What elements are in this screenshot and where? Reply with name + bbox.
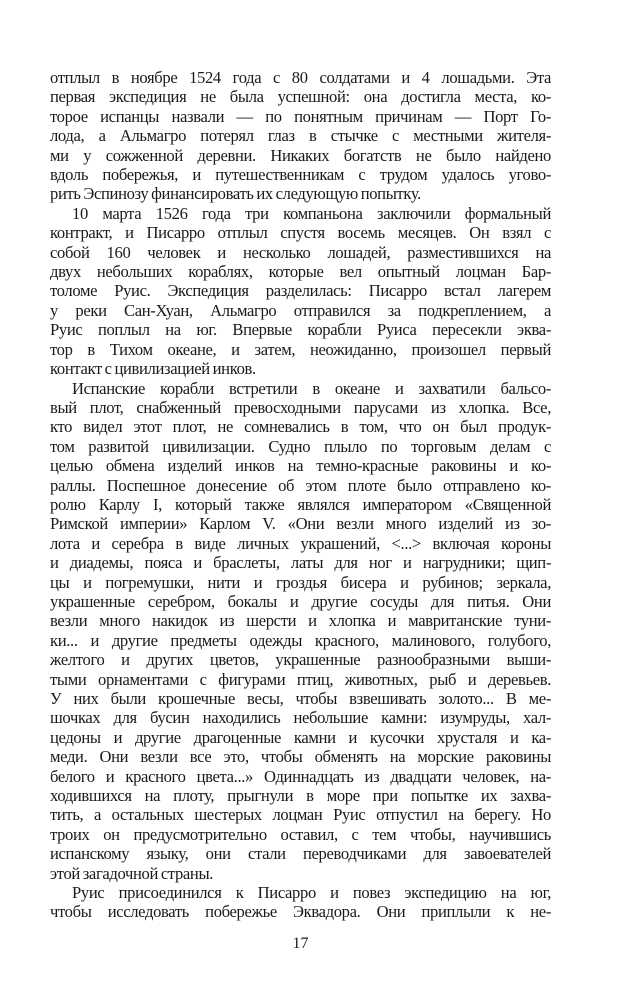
paragraph xyxy=(50,379,551,884)
page-number: 17 xyxy=(292,934,309,952)
text-line: вдоль побережья, и путешественникам с трудом удалось угово- xyxy=(50,165,551,185)
text-line: лода, а Альмагро потерял глаз в стычке с местными жителя- xyxy=(50,126,551,146)
text-line: тор в Тихом океане, и затем, неожиданно, произошел первый xyxy=(50,339,551,359)
text-line: цедоны и другие драгоценные камни и кусочки хрусталя и ка- xyxy=(50,727,551,747)
text-line: шочках для бусин находились небольшие камни: изумруды, хал- xyxy=(50,708,551,728)
text-line: целью обмена изделий инков на темно-красные раковины и ко- xyxy=(50,456,551,476)
text-line: 10 марта 1526 года три компаньона заключили формальный xyxy=(72,203,551,223)
text-line: контакт с цивилизацией инков. xyxy=(50,359,256,379)
text-line: Руис присоединился к Писарро и повез экспедицию на юг, xyxy=(72,883,551,903)
text-line: толоме Руис. Экспедиция разделилась: Писарро встал лагерем xyxy=(50,281,551,301)
text-line: желтого и других цветов, украшенные разнообразными выши- xyxy=(50,650,551,670)
text-line: ми у сожженной деревни. Никаких богатств не было найдено xyxy=(50,145,551,165)
text-line: тить, а остальных шестерых лоцман Руис отпустил на берегу. Но xyxy=(50,805,551,825)
text-line: везли много накидок из шерсти и хлопка и мавританские туни- xyxy=(50,611,551,631)
text-line: у реки Сан-Хуан, Альмагро отправился за подкреплением, а xyxy=(50,300,551,320)
paragraph xyxy=(50,883,551,922)
text-line: испанскому языку, они стали переводчиками для завоевателей xyxy=(50,844,551,864)
text-line: чтобы исследовать побережье Эквадора. Они приплыли к не- xyxy=(50,902,551,922)
paragraph xyxy=(50,204,551,379)
text-line: тыми орнаментами с фигурами птиц, животных, рыб и деревьев. xyxy=(50,669,551,689)
text-line: отплыл в ноябре 1524 года с 80 солдатами и 4 лошадьми. Эта xyxy=(50,68,551,87)
text-line: вый плот, снабженный превосходными парусами из хлопка. Все, xyxy=(50,397,551,417)
text-line: ролю Карлу I, который также являлся императором «Священной xyxy=(50,494,551,514)
text-line: этой загадочной страны. xyxy=(50,863,214,883)
text-line: У них были крошечные весы, чтобы взвешивать золото... В ме- xyxy=(50,689,551,708)
text-line: первая экспедиция не была успешной: она достигла места, ко- xyxy=(50,87,551,107)
text-line: Римской империи» Карлом V. «Они везли много изделий из зо- xyxy=(50,514,551,534)
text-line: лота и серебра в виде личных украшений, <...> включая короны xyxy=(50,533,551,553)
text-line: ходившихся на плоту, прыгнули в море при попытке их захва- xyxy=(50,786,551,806)
text-line: цы и погремушки, нити и гроздья бисера и рубинов; зеркала, xyxy=(50,572,551,592)
text-line: том развитой цивилизации. Судно плыло по торговым делам с xyxy=(50,436,551,456)
text-line: рить Эспинозу финансировать их следующую попытку. xyxy=(50,184,421,204)
paragraph xyxy=(50,68,551,204)
text-line: и диадемы, пояса и браслеты, латы для ног и нагрудники; щип- xyxy=(50,553,551,573)
text-line: Испанские корабли встретили в океане и захватили бальсо- xyxy=(72,378,551,398)
text-line: торое испанцы назвали — по понятным причинам — Порт Го- xyxy=(50,106,551,126)
text-line: белого и красного цвета...» Одиннадцать из двадцати человек, на- xyxy=(50,766,551,786)
text-line: Руис поплыл на юг. Впервые корабли Руиса пересекли эква- xyxy=(50,320,551,340)
text-line: меди. Они везли все это, чтобы обменять на морские раковины xyxy=(50,747,551,767)
text-line: раллы. Поспешное донесение об этом плоте было отправлено ко- xyxy=(50,475,551,495)
text-line: двух небольших кораблях, которые вел опытный лоцман Бар- xyxy=(50,262,551,282)
text-line: ки... и другие предметы одежды красного, малинового, голубого, xyxy=(50,630,551,650)
text-line: троих он предусмотрительно оставил, с тем чтобы, научившись xyxy=(50,824,551,844)
text-line: украшенные серебром, бокалы и другие сосуды для питья. Они xyxy=(50,591,551,611)
text-line: кто видел этот плот, не сомневались в том, что он был продук- xyxy=(50,417,551,437)
book-page-text xyxy=(50,0,551,922)
text-line: контракт, и Писарро отплыл спустя восемь месяцев. Он взял с xyxy=(50,223,551,243)
text-line: собой 160 человек и несколько лошадей, разместившихся на xyxy=(50,242,551,262)
